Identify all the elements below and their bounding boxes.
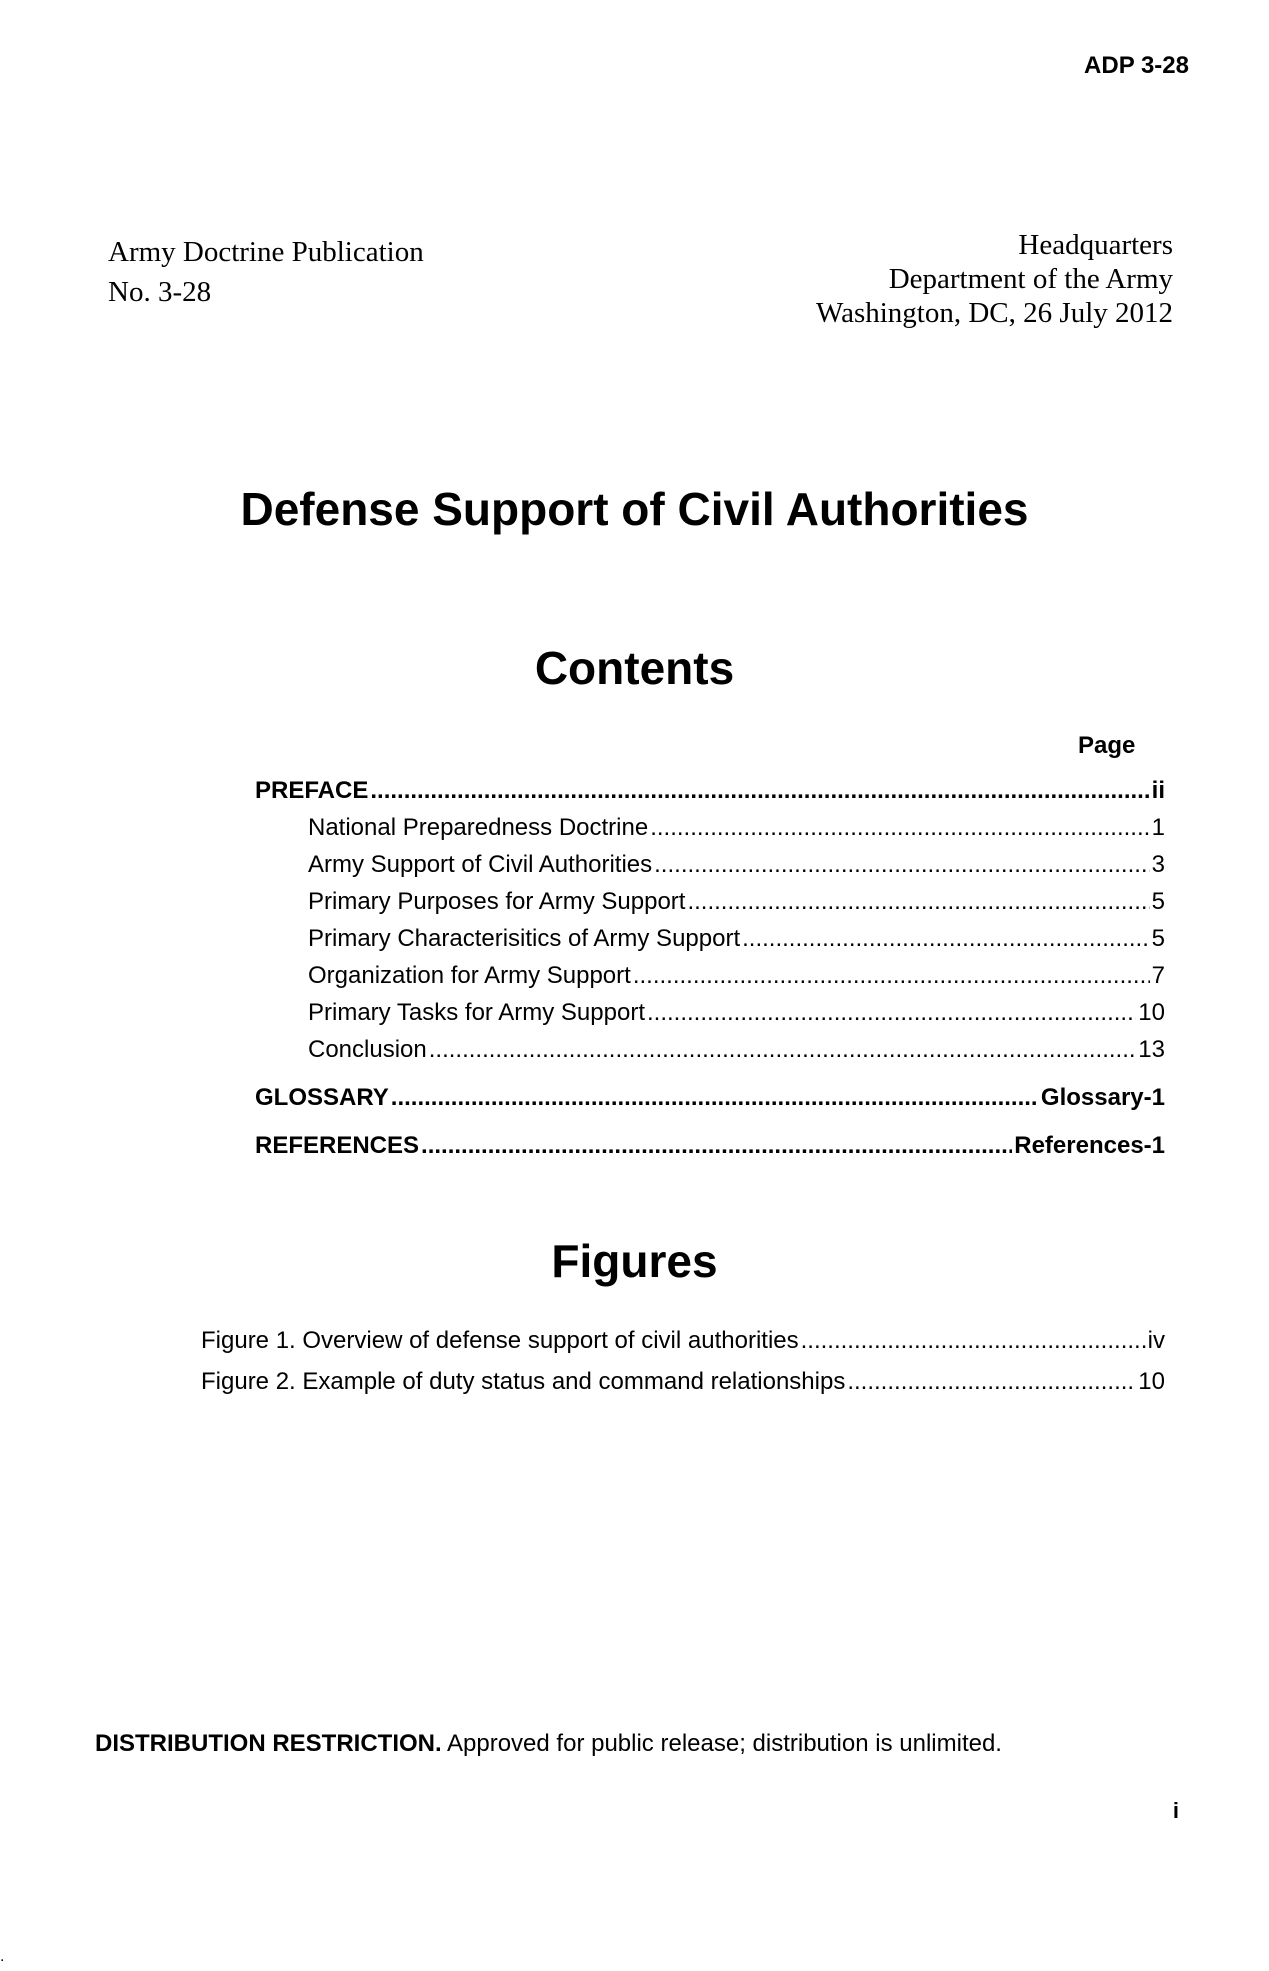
toc-entry-national-preparedness[interactable] <box>308 813 1165 843</box>
figure-entry-label: Figure 2. Example of duty status and command relationships <box>201 1368 846 1395</box>
location-date: Washington, DC, 26 July 2012 <box>816 297 1173 329</box>
issuing-authority <box>816 228 1173 330</box>
publication-designation <box>108 232 424 312</box>
dot-leader <box>687 887 1149 917</box>
toc-entry-primary-tasks[interactable] <box>308 998 1165 1028</box>
document-id: ADP 3-28 <box>1084 52 1189 79</box>
toc-entry-page: References-1 <box>1014 1132 1165 1159</box>
toc-entry-page: 5 <box>1151 925 1165 952</box>
distribution-statement <box>95 1730 1002 1758</box>
dot-leader <box>801 1326 1146 1356</box>
page-column-label: Page <box>1078 732 1136 759</box>
toc-entry-label: REFERENCES <box>255 1132 420 1159</box>
toc-entry-page: 5 <box>1151 888 1165 915</box>
figure-entry-label: Figure 1. Overview of defense support of civil authorities <box>201 1327 799 1354</box>
toc-entry-primary-purposes[interactable] <box>308 887 1165 917</box>
publication-number: No. 3-28 <box>108 276 212 308</box>
figures-heading: Figures <box>551 1235 718 1287</box>
toc-entry-label: Army Support of Civil Authorities <box>308 851 653 878</box>
dot-leader <box>633 961 1150 991</box>
dot-leader <box>650 813 1149 843</box>
toc-entry-glossary[interactable] <box>255 1083 1165 1113</box>
distribution-label: DISTRIBUTION RESTRICTION. <box>95 1730 442 1757</box>
dot-leader <box>391 1083 1039 1113</box>
toc-entry-page: Glossary-1 <box>1040 1084 1165 1111</box>
page-number: i <box>1172 1798 1179 1823</box>
toc-entry-label: Primary Characterisitics of Army Support <box>308 925 741 952</box>
toc-entry-page: 10 <box>1138 999 1165 1026</box>
toc-entry-label: Organization for Army Support <box>308 962 631 989</box>
corner-mark: . <box>0 1948 5 1965</box>
distribution-text: Approved for public release; distribution is unlimited. <box>447 1730 1002 1757</box>
dot-leader <box>847 1367 1136 1397</box>
document-title: Defense Support of Civil Authorities <box>240 483 1029 535</box>
toc-entry-label: Primary Tasks for Army Support <box>308 999 645 1026</box>
toc-entry-primary-characteristics[interactable] <box>308 924 1165 954</box>
figure-entry-page: 10 <box>1138 1368 1165 1395</box>
dot-leader <box>429 1035 1137 1065</box>
dot-leader <box>370 776 1149 806</box>
publication-series: Army Doctrine Publication <box>108 236 424 268</box>
figure-entry-1[interactable] <box>201 1326 1165 1356</box>
toc-entry-conclusion[interactable] <box>308 1035 1165 1065</box>
toc-entry-page: ii <box>1151 777 1165 804</box>
dot-leader <box>421 1131 1012 1161</box>
toc-entry-references[interactable] <box>255 1131 1165 1161</box>
dot-leader <box>742 924 1150 954</box>
toc-entry-preface[interactable] <box>255 776 1165 806</box>
toc-entry-organization[interactable] <box>308 961 1165 991</box>
toc-entry-page: 7 <box>1151 962 1165 989</box>
toc-entry-page: 1 <box>1151 814 1165 841</box>
toc-entry-label: Primary Purposes for Army Support <box>308 888 686 915</box>
dot-leader <box>647 998 1136 1028</box>
toc-entry-label: National Preparedness Doctrine <box>308 814 649 841</box>
figure-entry-2[interactable] <box>201 1367 1165 1397</box>
toc-entry-label: Conclusion <box>308 1036 427 1063</box>
toc-entry-page: 13 <box>1138 1036 1165 1063</box>
headquarters-label: Headquarters <box>1018 229 1173 261</box>
toc-entry-label: GLOSSARY <box>255 1084 389 1111</box>
toc-entry-army-support[interactable] <box>308 850 1165 880</box>
contents-heading: Contents <box>534 642 735 694</box>
toc-entry-page: 3 <box>1151 851 1165 878</box>
department-label: Department of the Army <box>888 263 1173 295</box>
toc-entry-label: PREFACE <box>255 777 369 804</box>
figure-entry-page: iv <box>1147 1327 1165 1354</box>
dot-leader <box>654 850 1150 880</box>
